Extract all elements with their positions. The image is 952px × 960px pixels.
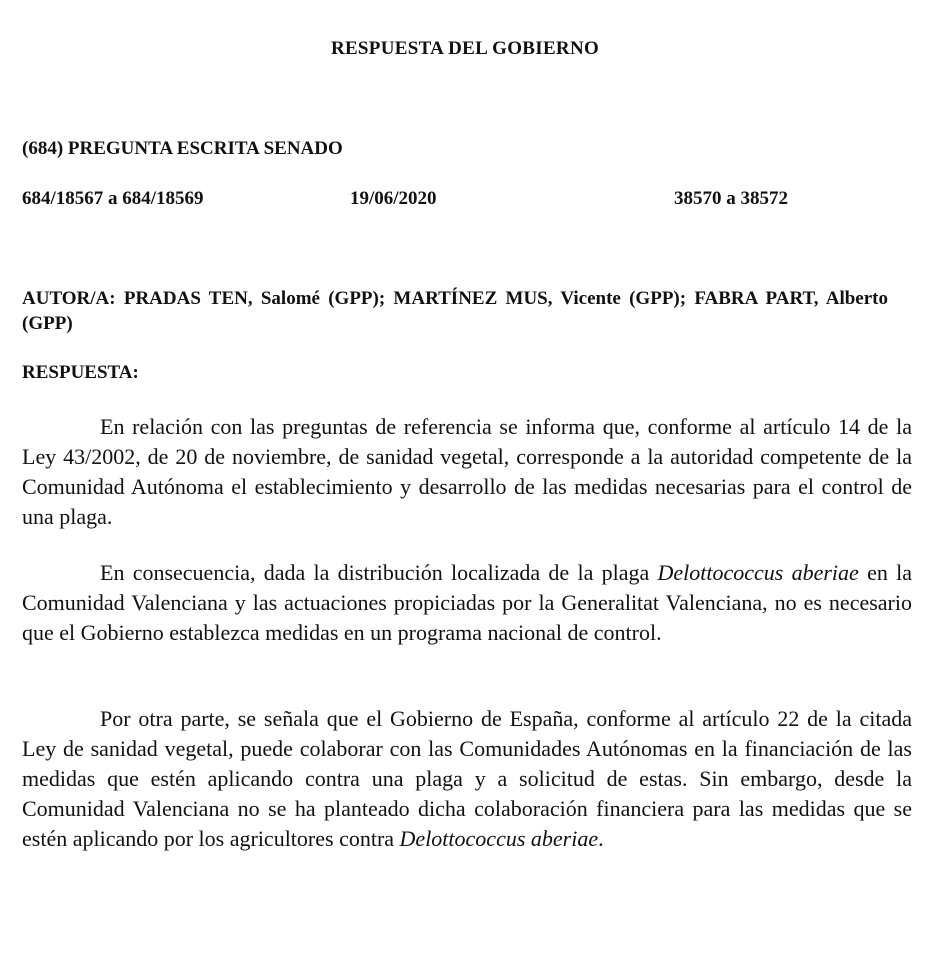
paragraph-3 [22, 704, 912, 854]
paragraph-3-after: . [598, 826, 604, 851]
paragraph-1: En relación con las preguntas de referencia se informa que, conforme al artículo 14 de la Ley 43/2002, de 20 de noviembre, de sanidad vegetal, corresponde a la autoridad competente de la Comunidad Autónoma el establecimiento y desarrollo de las medidas necesarias para el control de una plaga. [22, 414, 912, 529]
paragraph-2-after: en la Comunidad Valenciana y las actuaciones propiciadas por la Generalitat Valenciana, no es necesario que el Gobierno establezca medidas en un programa nacional de control. [22, 560, 912, 645]
author-line: AUTOR/A: PRADAS TEN, Salomé (GPP); MARTÍNEZ MUS, Vicente (GPP); FABRA PART, Alberto (GPP) [22, 288, 888, 334]
paragraph-3-before: Por otra parte, se señala que el Gobierno de España, conforme al artículo 22 de la citada Ley de sanidad vegetal, puede colaborar con las Comunidades Autónomas en la financiación de las medidas que estén aplicando contra una plaga y a solicitud de estas. Sin embargo, desde la Comunidad Valenciana no se ha planteado dicha colaboración financiera para las medidas que se estén aplicando por los agricultores contra [22, 706, 912, 851]
reference-date: 19/06/2020 [350, 188, 437, 209]
species-name: Delottococcus aberiae [657, 560, 859, 585]
reference-range: 684/18567 a 684/18569 [22, 188, 204, 209]
question-heading: (684) PREGUNTA ESCRITA SENADO [22, 138, 343, 159]
response-label: RESPUESTA: [22, 362, 139, 383]
species-name: Delottococcus aberiae [399, 826, 599, 851]
reference-row [22, 188, 902, 212]
paragraph-2-before: En consecuencia, dada la distribución localizada de la plaga [100, 560, 658, 585]
reference-numbers: 38570 a 38572 [674, 188, 788, 209]
paragraph-2 [22, 558, 912, 648]
document-title: RESPUESTA DEL GOBIERNO [330, 38, 600, 59]
